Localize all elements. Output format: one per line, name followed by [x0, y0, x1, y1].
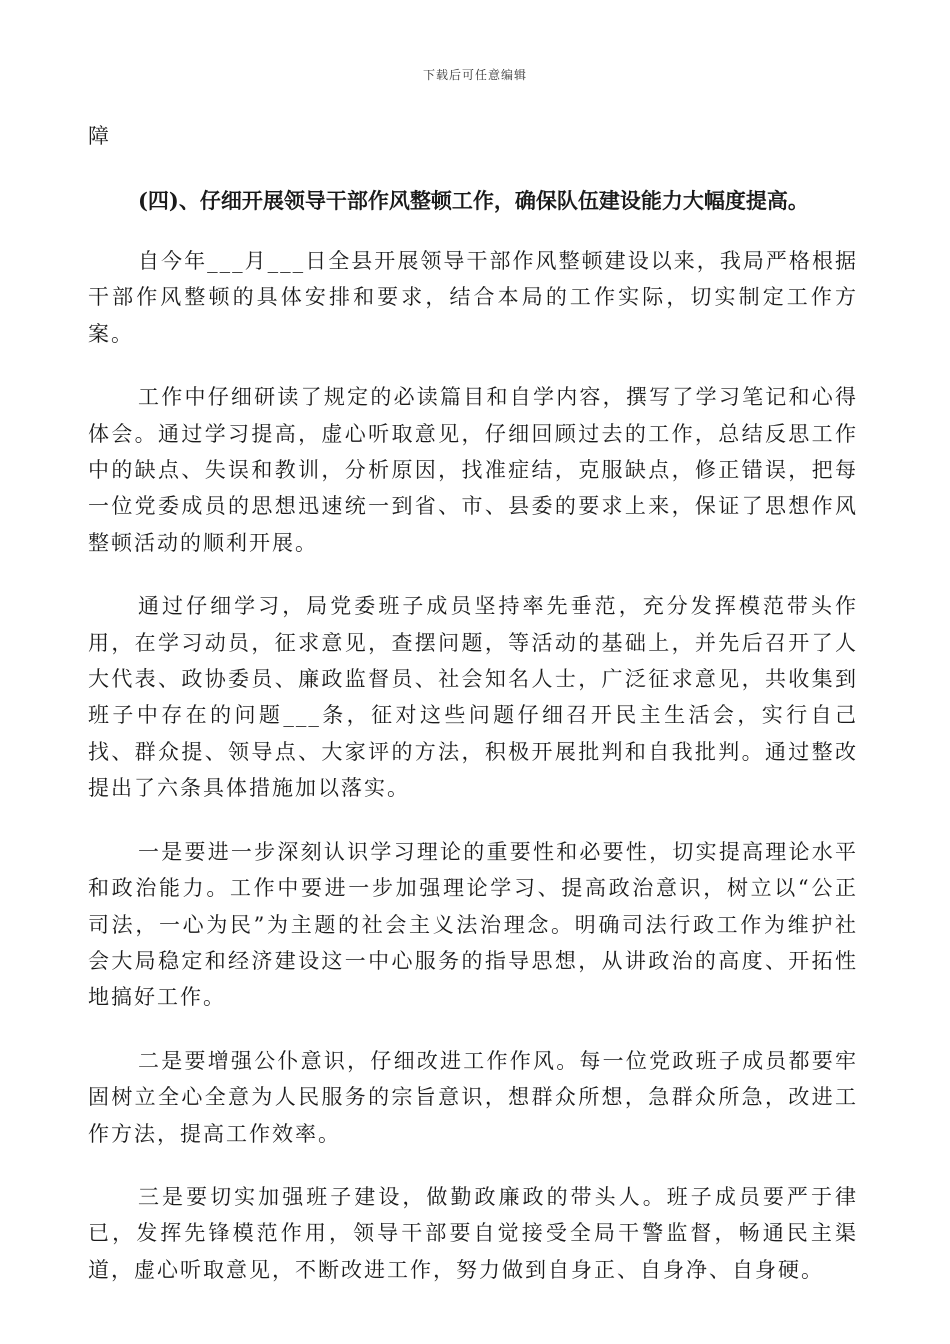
paragraph: 工作中仔细研读了规定的必读篇目和自学内容，撰写了学习笔记和心得体会。通过学习提高，虚心听取意见，仔细回顾过去的工作，总结反思工作中的缺点、失误和教训，分析原因，找准症结，克服缺点，修正错误，把每一位党委成员的思想迅速统一到省、市、县委的要求上来，保证了思想作风整顿活动的顺利开展。 — [88, 385, 858, 555]
document-body — [88, 118, 858, 1288]
paragraph-list — [88, 243, 858, 1288]
paragraph: 通过仔细学习，局党委班子成员坚持率先垂范，充分发挥模范带头作用，在学习动员，征求意见，查摆问题，等活动的基础上，并先后召开了人大代表、政协委员、廉政监督员、社会知名人士，广泛征求意见，共收集到班子中存在的问题___条，征对这些问题仔细召开民主生活会，实行自己找、群众提、领导点、大家评的方法，积极开展批判和自我批判。通过整改提出了六条具体措施加以落实。 — [88, 594, 858, 801]
leading-fragment: 障 — [88, 124, 109, 148]
paragraph: 一是要进一步深刻认识学习理论的重要性和必要性，切实提高理论水平和政治能力。工作中要进一步加强理论学习、提高政治意识，树立以“公正司法，一心为民”为主题的社会主义法治理念。明确司法行政工作为维护社会大局稳定和经济建设这一中心服务的指导思想，从讲政治的高度、开拓性地搞好工作。 — [88, 839, 858, 1010]
paragraph: 三是要切实加强班子建设，做勤政廉政的带头人。班子成员要严于律已，发挥先锋模范作用，领导干部要自觉接受全局干警监督，畅通民主渠道，虚心听取意见，不断改进工作，努力做到自身正、自身净、自身硬。 — [88, 1184, 858, 1282]
page-header-note: 下载后可任意编辑 — [422, 68, 527, 82]
paragraph: 自今年___月___日全县开展领导干部作风整顿建设以来，我局严格根据干部作风整顿的具体安排和要求，结合本局的工作实际，切实制定工作方案。 — [88, 249, 858, 346]
section-heading: (四)、仔细开展领导干部作风整顿工作，确保队伍建设能力大幅度提高。 — [138, 188, 809, 213]
paragraph: 二是要增强公仆意识，仔细改进工作作风。每一位党政班子成员都要牢固树立全心全意为人民服务的宗旨意识，想群众所想，急群众所急，改进工作方法，提高工作效率。 — [88, 1048, 858, 1146]
